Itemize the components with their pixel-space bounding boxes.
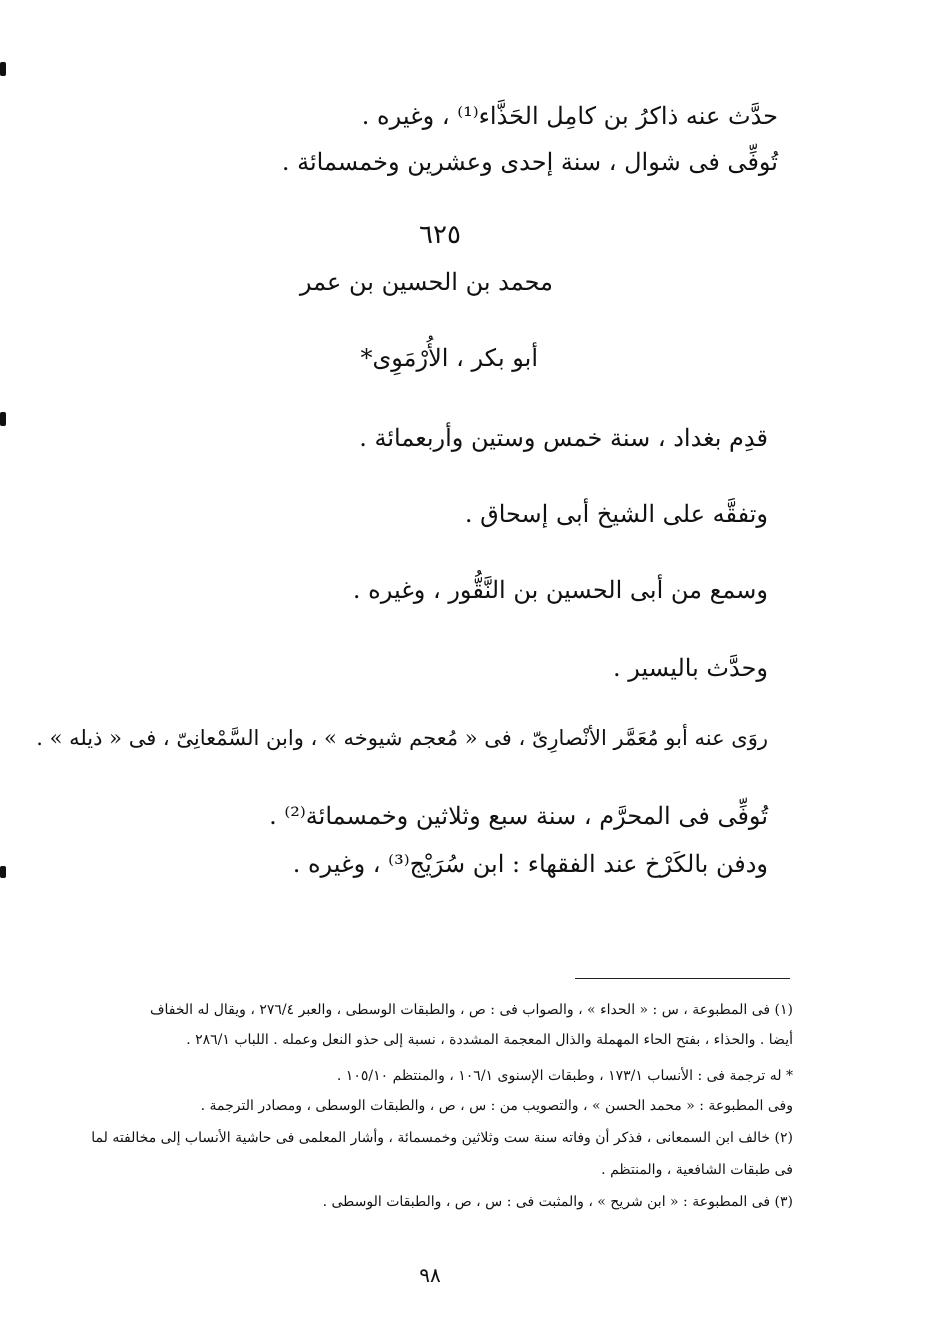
footnote-line: فى طبقات الشافعية ، والمنتظم .: [601, 1162, 793, 1178]
scan-mark: [0, 412, 6, 426]
text-line: وسمع من أبى الحسين بن النَّقُّور ، وغيره .: [352, 576, 768, 604]
entry-kunya: أبو بكر ، الأُرْمَوِى*: [360, 344, 538, 372]
text-line: حدَّث عنه ذاكرُ بن كامِل الحَذَّاء⁽¹⁾ ، وغيره .: [361, 102, 778, 130]
text-line: وتفقَّه على الشيخ أبى إسحاق .: [464, 500, 768, 528]
text-line: ودفن بالكَرْخ عند الفقهاء : ابن سُرَيْج⁽³⁾ ، وغيره .: [292, 850, 768, 878]
text-line: وحدَّث باليسير .: [613, 654, 768, 682]
page-number: ٩٨: [419, 1263, 441, 1287]
footnote-line: * له ترجمة فى : الأنساب ١٧٣/١ ، وطبقات الإسنوى ١٠٦/١ ، والمنتظم ١٠٥/١٠ .: [336, 1068, 793, 1084]
text-line: روَى عنه أبو مُعَمَّر الأنْصارِىّ ، فى « مُعجم شيوخه » ، وابن السَّمْعانِىّ ، فى « ذيله » .: [36, 726, 768, 750]
text-line: قدِم بغداد ، سنة خمس وستين وأربعمائة .: [359, 424, 768, 452]
footnote-separator: [575, 978, 790, 979]
footnote-line: (١) فى المطبوعة ، س : « الحداء » ، والصواب فى : ص ، والطبقات الوسطى ، والعبر ٢٧٦/٤ ، ويقال له الخفاف: [150, 1002, 793, 1018]
footnote-line: (٢) خالف ابن السمعانى ، فذكر أن وفاته سنة ست وثلاثين وخمسمائة ، وأشار المعلمى فى حاشية الأنساب إلى مخالفته لما: [91, 1130, 793, 1146]
text-line: تُوفِّى فى شوال ، سنة إحدى وعشرين وخمسمائة .: [281, 148, 778, 176]
footnote-line: (٣) فى المطبوعة : « ابن شريح » ، والمثبت فى : س ، ص ، والطبقات الوسطى .: [322, 1194, 793, 1210]
scan-mark: [0, 62, 6, 76]
entry-number: ٦٢٥: [419, 220, 461, 250]
entry-name: محمد بن الحسين بن عمر: [299, 268, 553, 296]
text-line: تُوفِّى فى المحرَّم ، سنة سبع وثلاثين وخمسمائة⁽²⁾ .: [269, 802, 768, 830]
footnote-line: أيضا . والحذاء ، بفتح الحاء المهملة والذال المعجمة المشددة ، نسبة إلى حذو النعل وعمله . اللباب ٢٨٦/١ .: [186, 1032, 793, 1048]
footnote-line: وفى المطبوعة : « محمد الحسن » ، والتصويب من : س ، ص ، والطبقات الوسطى ، ومصادر الترجمة .: [200, 1098, 793, 1114]
scan-mark: [0, 866, 6, 878]
